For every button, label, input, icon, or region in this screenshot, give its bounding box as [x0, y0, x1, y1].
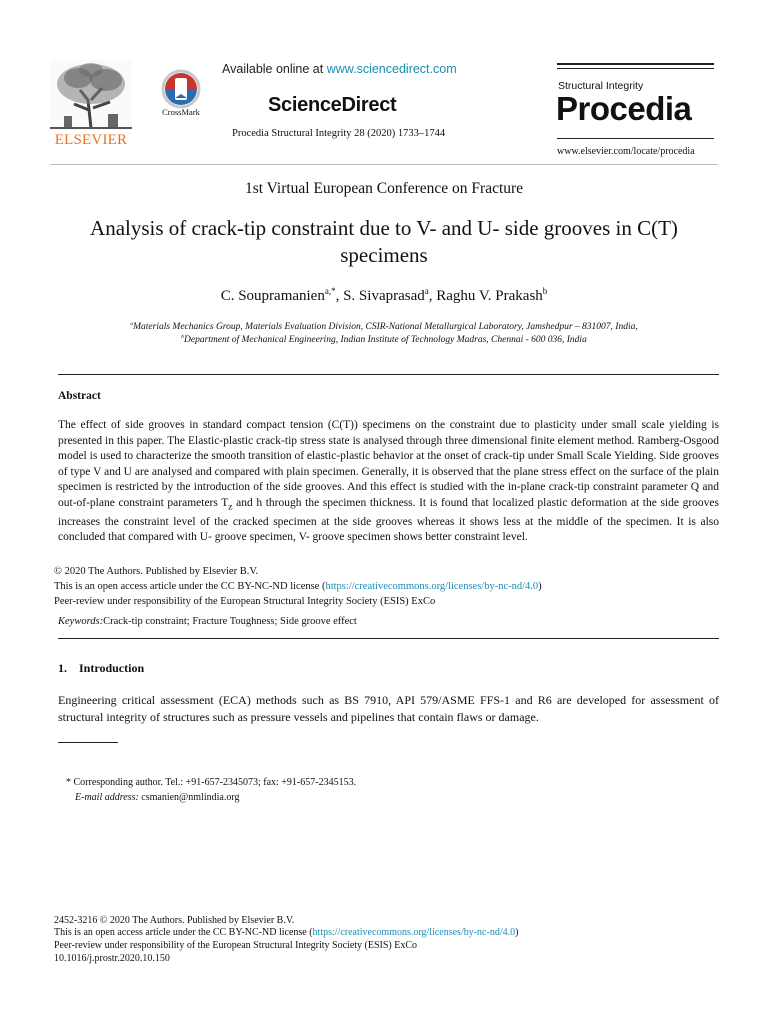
author-name: S. Sivaprasad — [343, 288, 425, 304]
copyright-notice: © 2020 The Authors. Published by Elsevier B.V. — [54, 566, 259, 577]
abstract-rule-bottom — [58, 638, 719, 639]
crossmark-label: CrossMark — [162, 107, 200, 117]
author-affiliation-mark: a,* — [324, 286, 336, 296]
author-name: Raghu V. Prakash — [436, 288, 543, 304]
footnote-corresponding-author: * Corresponding author. Tel.: +91-657-2345073; fax: +91-657-2345153. — [66, 777, 357, 788]
footer-license: This is an open access article under the CC BY-NC-ND license (https://creativecommons.org/licenses/by-nc-nd/4.0) — [54, 927, 519, 938]
conference-name: 1st Virtual European Conference on Fracture — [244, 180, 524, 197]
abstract-rule-top — [58, 374, 719, 375]
paper-title: Analysis of crack-tip constraint due to V- and U- side grooves in C(T) specimens — [90, 216, 678, 267]
abstract-heading: Abstract — [58, 390, 101, 402]
keywords: Keywords:Crack-tip constraint; Fracture Toughness; Side groove effect — [58, 616, 357, 627]
author-name: C. Soupramanien — [220, 288, 325, 304]
sciencedirect-wordmark: ScienceDirect — [268, 94, 397, 116]
header-divider — [50, 164, 718, 165]
procedia-rule-top — [557, 63, 714, 65]
license-notice: This is an open access article under the CC BY-NC-ND license (https://creativecommons.org/licenses/by-nc-nd/4.0) — [54, 581, 542, 592]
available-online-text: Available online at www.sciencedirect.com — [222, 62, 457, 76]
introduction-text: Engineering critical assessment (ECA) methods such as BS 7910, API 579/ASME FFS-1 and R6 are developed for assessment of structural integrity of structures such as pressure vessels and pipelines that contain flaws or damage. — [58, 693, 719, 724]
procedia-subtitle: Structural Integrity — [558, 80, 644, 92]
issn-line: 2452-3216 © 2020 The Authors. Published by Elsevier B.V. — [54, 915, 295, 926]
elsevier-wordmark: ELSEVIER — [54, 132, 128, 148]
license-link[interactable]: https://creativecommons.org/licenses/by-nc-nd/4.0 — [325, 581, 539, 592]
abstract-text: The effect of side grooves in standard compact tension (C(T)) specimens on the constraint due to plasticity under small scale yielding is presented in this paper. The Elastic-plastic crack-tip stress state is analysed through three dimensional finite element method. Ramberg-Osgood model is used to characterize the smooth transition of elastic-plastic behavior at the onset of crack-tip under Small Scale Yielding. Side grooves of type V and U are analysed and compared with plain specimen. Generally, it is observed that the plane stress effect on the surface of the plain specimen is restricted by the introduction of the side grooves. And this effect is studied with the in-plane crack-tip constraint parameter Q and out-of-plane constraint parameters $T_z$ and h through the specimen thickness. It is found that localized plastic deformation at the side grooves increases the constraint level of the cracked specimen at the side grooves whereas it shows less at the middle of the specimen. It is also concluded that compared with U- groove specimen, V- groove specimen shows better constraint level. — [58, 419, 719, 544]
author-list: C. Soupramanien$^{a,*}$, S. Sivaprasad$^a$, Raghu V. Prakash$^b$ — [220, 286, 548, 304]
sciencedirect-link[interactable]: www.sciencedirect.com — [326, 62, 457, 76]
author-affiliation-mark: a — [424, 286, 429, 296]
peer-review-notice: Peer-review under responsibility of the European Structural Integrity Society (ESIS) ExCo — [54, 596, 436, 607]
author-affiliation-mark: b — [542, 286, 548, 296]
procedia-rule-top-thin — [557, 68, 714, 69]
procedia-rule-bottom — [557, 138, 714, 139]
affiliation-a: $^a$Materials Mechanics Group, Materials Evaluation Division, CSIR-National Metallurgical Laboratory, Jamshedpur – 831007, India, — [130, 321, 638, 333]
footer-peer-review: Peer-review under responsibility of the European Structural Integrity Society (ESIS) ExCo — [54, 940, 418, 951]
procedia-wordmark: Procedia — [556, 90, 692, 127]
doi[interactable]: 10.1016/j.prostr.2020.10.150 — [54, 953, 170, 964]
footnote-email: E-mail address: csmanien@nmlindia.org — [75, 792, 240, 803]
section-heading-introduction: 1. Introduction — [58, 661, 145, 675]
footer-license-link[interactable]: https://creativecommons.org/licenses/by-nc-nd/4.0 — [312, 927, 516, 938]
journal-reference: Procedia Structural Integrity 28 (2020) 1733–1744 — [232, 128, 446, 139]
affiliation-b: $^b$Department of Mechanical Engineering, Indian Institute of Technology Madras, Chennai - 600 036, India — [181, 334, 587, 346]
footnote-rule — [58, 742, 118, 743]
journal-url[interactable]: www.elsevier.com/locate/procedia — [557, 146, 695, 157]
